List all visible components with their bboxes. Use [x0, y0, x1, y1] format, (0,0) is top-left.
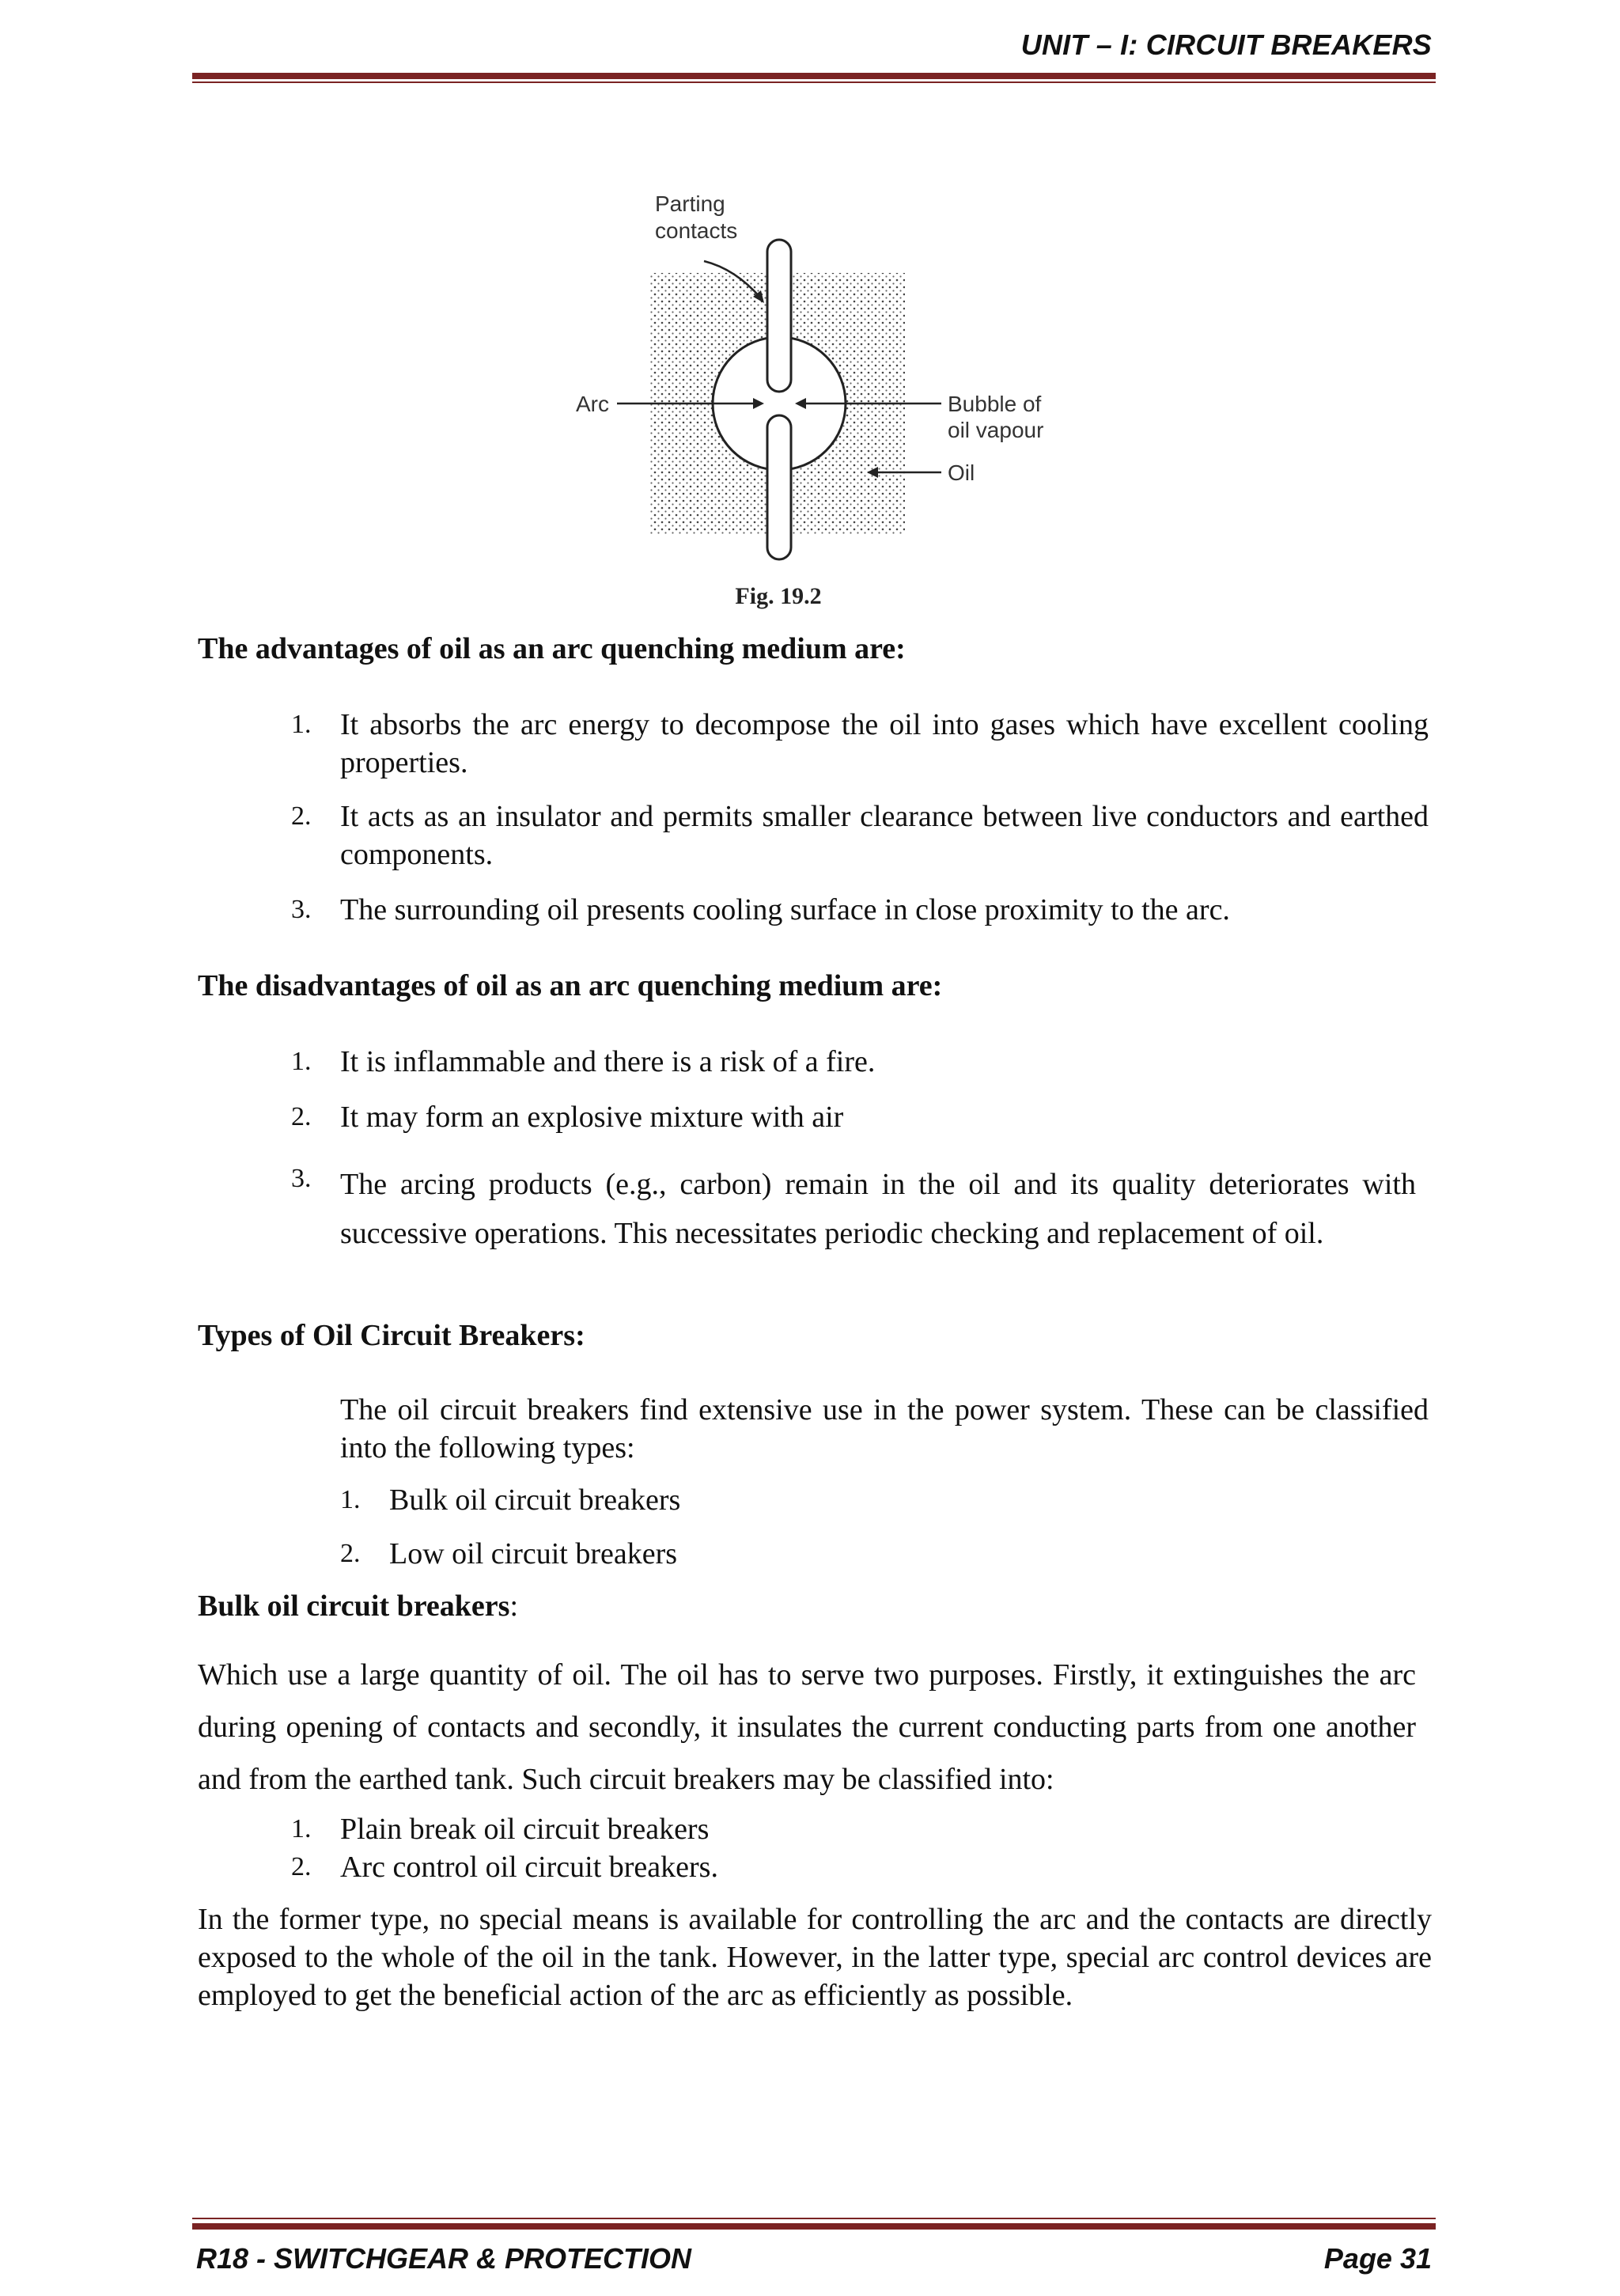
dis-item-1: It is inflammable and there is a risk of a fire.	[340, 1045, 876, 1078]
dis-item-2: It may form an explosive mixture with air	[340, 1101, 844, 1134]
types-item-1: Bulk oil circuit breakers	[389, 1483, 681, 1517]
header-rule-thin	[192, 81, 1436, 83]
dis-item-1-num: 1.	[291, 1047, 312, 1076]
adv-item-3-num: 3.	[291, 895, 312, 924]
lower-contact	[767, 415, 791, 559]
types-item-2: Low oil circuit breakers	[389, 1537, 678, 1570]
adv-item-3: The surrounding oil presents cooling surface in close proximity to the arc.	[340, 893, 1230, 926]
bulk-heading-colon: :	[509, 1589, 518, 1623]
bulk-item-1-num: 1.	[291, 1814, 312, 1843]
label-contacts: contacts	[655, 218, 738, 243]
footer-rule-thick	[192, 2223, 1436, 2230]
adv-item-2-num: 2.	[291, 801, 312, 831]
adv-item-2: It acts as an insulator and permits smaller clearance between live conductors and earthed components.	[340, 800, 1429, 871]
bulk-item-2-num: 2.	[291, 1852, 312, 1881]
label-oil: Oil	[948, 460, 975, 485]
types-heading: Types of Oil Circuit Breakers:	[198, 1319, 585, 1352]
adv-item-1: It absorbs the arc energy to decompose the oil into gases which have excellent cooling properties.	[340, 708, 1429, 779]
label-bubble: Bubble of	[948, 392, 1042, 416]
bulk-item-1: Plain break oil circuit breakers	[340, 1813, 710, 1846]
dis-item-3-num: 3.	[291, 1164, 312, 1193]
types-item-1-num: 1.	[340, 1485, 361, 1514]
footer-page-number: Page 31	[1323, 2242, 1432, 2275]
header-rule-thick	[192, 73, 1436, 79]
bulk-heading	[198, 1587, 518, 1625]
advantages-heading: The advantages of oil as an arc quenching medium are:	[198, 632, 906, 665]
upper-contact	[767, 240, 791, 392]
footer-rule-thin	[192, 2218, 1436, 2219]
oil-arc-figure	[554, 186, 1076, 613]
adv-item-1-num: 1.	[291, 710, 312, 739]
disadvantages-heading: The disadvantages of oil as an arc quenching medium are:	[198, 969, 943, 1002]
footer-course: R18 - SWITCHGEAR & PROTECTION	[196, 2242, 692, 2275]
types-intro: The oil circuit breakers find extensive use in the power system. These can be classified into the following types:	[340, 1393, 1429, 1464]
label-arc: Arc	[576, 392, 609, 416]
bulk-paragraph: Which use a large quantity of oil. The oil has to serve two purposes. Firstly, it extinguishes the arc during opening of contacts and secondly, it insulates the current conducting parts from one another and from the earthed tank. Such circuit breakers may be classified into:	[198, 1658, 1416, 1796]
bulk-heading-text: Bulk oil circuit breakers	[198, 1589, 510, 1623]
label-parting: Parting	[655, 191, 725, 216]
dis-item-2-num: 2.	[291, 1102, 312, 1131]
types-item-2-num: 2.	[340, 1539, 361, 1568]
bulk-item-2: Arc control oil circuit breakers.	[340, 1851, 718, 1884]
label-oil-vapour: oil vapour	[948, 418, 1044, 442]
bulk-paragraph-2: In the former type, no special means is available for controlling the arc and the contacts are directly exposed to the whole of the oil in the tank. However, in the latter type, special arc control devices are employed to get the beneficial action of the arc as efficiently as possible.	[198, 1903, 1432, 2012]
figure-caption: Fig. 19.2	[735, 583, 822, 609]
dis-item-3: The arcing products (e.g., carbon) remain in the oil and its quality deteriorates with successive operations. This necessitates periodic checking and replacement of oil.	[340, 1168, 1416, 1250]
header-title: UNIT – I: CIRCUIT BREAKERS	[1020, 28, 1432, 61]
